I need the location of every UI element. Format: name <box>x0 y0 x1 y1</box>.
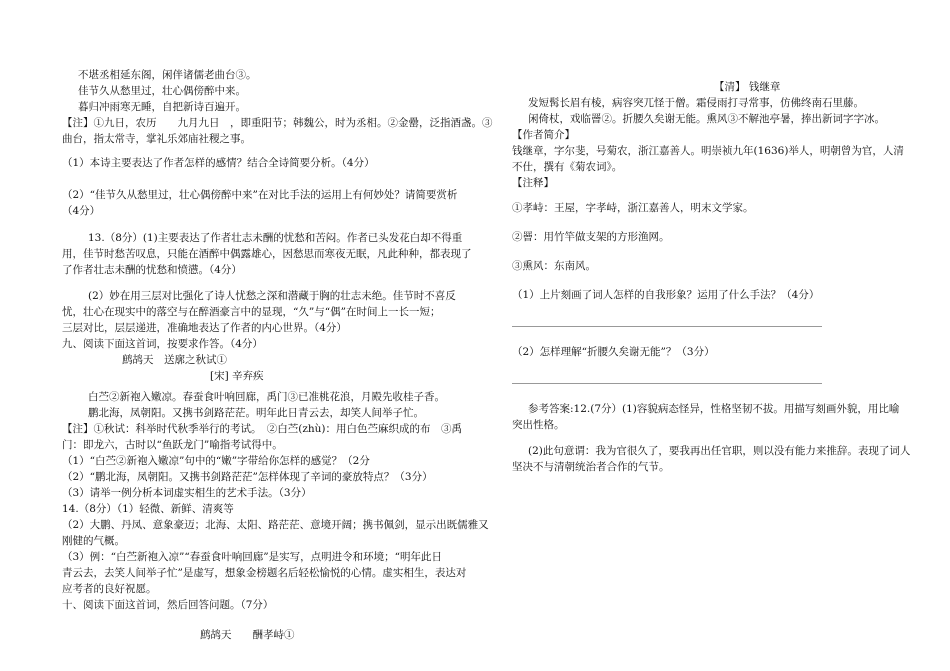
answer-line: 刚健的气概。 <box>62 535 125 547</box>
question: （2）“鹏北海，凤朝阳。又携书剑路茫茫”怎样体现了辛词的豪放特点？（3分） <box>62 471 433 483</box>
question: （1）上片刻画了词人怎样的自我形象？运用了什么手法？（4分） <box>512 289 820 301</box>
section-heading: 【注释】 <box>512 177 554 189</box>
question: （1）“白苎②新袍入嫩凉”句中的“嫩”字带给你怎样的感觉？（2分 <box>62 455 370 467</box>
poem-line: 闲倚杖，戏临罾②。折腰久矣谢无能。熏风③不解池亭暑，捧出新词字字冰。 <box>528 113 885 125</box>
question: （2）怎样理解“折腰久矣谢无能”？（3分） <box>512 346 715 358</box>
answer-line: (2）妙在用三层对比强化了诗人忧愁之深和潜藏于胸的壮志未绝。佳节时不喜反 <box>88 290 456 302</box>
answer-line: 青云去，去笑人间举子忙”是虚写，想象金榜题名后轻松愉悦的心情。虚实相生，表达对 <box>62 567 467 579</box>
note-line: 门：即龙六，古时以“鱼跃龙门”喻指考试得中。 <box>62 439 283 451</box>
poem-line: 发短髯长眉有棱，病容突兀怪于僧。霜侵雨打寻常事，仿佛终南石里藤。 <box>528 97 864 109</box>
note-line: 【注】①秋试：科举时代秋季举行的考试。 ②白苎(zhù)：用白色苎麻织成的布 ③禹 <box>62 423 462 435</box>
note-line: 曲台，指太常寺，掌礼乐郊庙社稷之事。 <box>62 133 251 145</box>
answer-line: 坚决不与清朝统治者合作的气节。 <box>512 461 670 473</box>
question: （1）本诗主要表达了作者怎样的感情？结合全诗简要分析。（4分） <box>62 157 375 169</box>
section-heading: 九、阅读下面这首词，按要求作答。（4分） <box>62 338 263 350</box>
poem-line: 不堪丞相延东阁，闲伴诸儒老曲台③。 <box>78 69 257 81</box>
poem-line: 白苎②新袍入嫩凉。春蚕食叶响回廊，禹门③已准桃花浪，月殿先收桂子香。 <box>88 391 445 403</box>
poem-author: 【清】 钱继章 <box>714 81 781 93</box>
poem-author: [宋] 辛弃疾 <box>210 370 264 382</box>
answer-line: 忧，壮心在现实中的落空与在醉酒豪言中的显现，“久”与“偶”在时间上一长一短； <box>62 306 441 318</box>
poem-line: 鹏北海，凤朝阳。又携书剑路茫茫。明年此日青云去，却笑人间举子忙。 <box>88 407 424 419</box>
answer-line: 突出性格。 <box>512 419 565 431</box>
answer-line: 14.（8分）（1）轻微、新鲜、清爽等 <box>62 503 234 515</box>
answer-line: 三层对比，层层递进，准确地表达了作者的内心世界。（4分） <box>62 322 347 334</box>
answer-line: 了作者壮志未酬的忧愁和愤懑。（4分） <box>62 264 242 276</box>
bio-line: 不仕，撰有《菊农词》。 <box>512 161 623 173</box>
answer-line: (2)此句意谓：我为官很久了，要我再出任官职，则以没有能力来推辞。表现了词人 <box>528 445 911 457</box>
answer-blank-line[interactable] <box>512 326 822 327</box>
bio-line: 钱继章，字尔斐，号菊农，浙江嘉善人。明崇祯九年(1636)举人，明朝曾为官，人清 <box>512 145 904 157</box>
answer-line: 13.（8分）(1)主要表达了作者壮志未酬的忧愁和苦闷。作者已头发花白却不得重 <box>88 232 463 244</box>
answer-blank-line[interactable] <box>512 383 822 384</box>
answer-line: 参考答案:12.(7分）(1)容貌病态怪异，性格坚韧不拔。用描写刻画外貌，用比喻 <box>528 403 900 415</box>
poem-line: 佳节久从愁里过，壮心偶傍醉中来。 <box>78 85 246 97</box>
poem-title: 鹧鸪天 酬孝峙① <box>200 629 295 641</box>
answer-line: （2）大鹏、丹凤、意象豪迈；北海、太阳、路茫茫、意境开阔；携书佩剑，显示出既儒雅又 <box>62 519 489 531</box>
question: （4分） <box>62 205 101 217</box>
answer-line: 用，佳节时愁苦叹息，只能在酒醉中偶露雄心，因愁思而寒夜无眠，凡此种种，都表现了 <box>62 248 472 260</box>
answer-line: （3）例：“白苎新袍入凉”“春蚕食叶响回廊”是实写，点明进令和环境；“明年此日 <box>62 551 443 563</box>
section-heading: 十、阅读下面这首词，然后回答问题。（7分） <box>62 599 274 611</box>
answer-line: 应考者的良好祝愿。 <box>62 583 157 595</box>
note-line: ②罾：用竹竿做支架的方形渔网。 <box>512 231 670 243</box>
section-heading: 【作者简介】 <box>512 129 575 141</box>
question: （2）“佳节久从愁里过，壮心偶傍醉中来”在对比手法的运用上有何妙处？请简要赏析 <box>62 189 458 201</box>
note-line: 【注】①九日，农历 九月九日 ，即重阳节；韩魏公，时为丞相。②金罍，泛指酒盏。③ <box>62 117 493 129</box>
poem-title: 鹧鸪天 送廓之秋试① <box>122 354 227 366</box>
question: （3）请举一例分析本词虚实相生的艺术手法。（3分） <box>62 487 312 499</box>
note-line: ①孝峙：王屋，字孝峙，浙江嘉善人，明末文学家。 <box>512 202 754 214</box>
note-line: ③熏风：东南风。 <box>512 260 596 272</box>
poem-line: 暮归冲雨寒无睡，自把新诗百遍开。 <box>78 101 246 113</box>
